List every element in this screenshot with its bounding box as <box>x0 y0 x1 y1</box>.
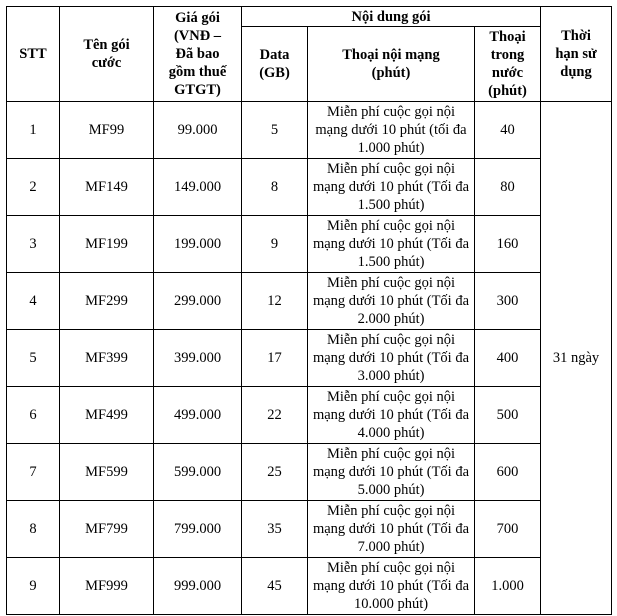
cell-stt: 4 <box>7 273 60 330</box>
cell-data: 22 <box>242 387 308 444</box>
cell-data: 8 <box>242 159 308 216</box>
cell-onnet-voice: Miễn phí cuộc gọi nội mạng dưới 10 phút (Tối đa 1.500 phút) <box>308 216 475 273</box>
table-row <box>7 558 612 615</box>
header-data: Data (GB) <box>242 27 308 102</box>
header-stt: STT <box>7 7 60 102</box>
table-row <box>7 501 612 558</box>
cell-plan-name: MF99 <box>60 102 154 159</box>
cell-data: 35 <box>242 501 308 558</box>
table-row <box>7 387 612 444</box>
header-plan-name: Tên gói cước <box>60 7 154 102</box>
cell-domestic-voice: 500 <box>475 387 541 444</box>
cell-domestic-voice: 160 <box>475 216 541 273</box>
cell-plan-name: MF149 <box>60 159 154 216</box>
cell-domestic-voice: 700 <box>475 501 541 558</box>
cell-plan-name: MF399 <box>60 330 154 387</box>
cell-domestic-voice: 80 <box>475 159 541 216</box>
header-domestic-voice: Thoại trong nước (phút) <box>475 27 541 102</box>
cell-domestic-voice: 600 <box>475 444 541 501</box>
cell-price: 599.000 <box>154 444 242 501</box>
cell-onnet-voice: Miễn phí cuộc gọi nội mạng dưới 10 phút (Tối đa 3.000 phút) <box>308 330 475 387</box>
header-validity: Thời hạn sử dụng <box>541 7 612 102</box>
cell-price: 299.000 <box>154 273 242 330</box>
header-package-content: Nội dung gói <box>242 7 541 27</box>
cell-plan-name: MF599 <box>60 444 154 501</box>
cell-data: 45 <box>242 558 308 615</box>
table-row <box>7 159 612 216</box>
cell-stt: 8 <box>7 501 60 558</box>
cell-price: 149.000 <box>154 159 242 216</box>
cell-plan-name: MF999 <box>60 558 154 615</box>
cell-stt: 2 <box>7 159 60 216</box>
cell-price: 199.000 <box>154 216 242 273</box>
cell-price: 99.000 <box>154 102 242 159</box>
cell-domestic-voice: 400 <box>475 330 541 387</box>
table-row <box>7 330 612 387</box>
table-row <box>7 444 612 501</box>
cell-domestic-voice: 1.000 <box>475 558 541 615</box>
cell-data: 12 <box>242 273 308 330</box>
cell-stt: 3 <box>7 216 60 273</box>
cell-data: 25 <box>242 444 308 501</box>
header-onnet-voice: Thoại nội mạng (phút) <box>308 27 475 102</box>
cell-plan-name: MF799 <box>60 501 154 558</box>
table-header <box>7 7 612 102</box>
cell-stt: 6 <box>7 387 60 444</box>
header-row-1 <box>7 7 612 27</box>
cell-domestic-voice: 40 <box>475 102 541 159</box>
cell-plan-name: MF199 <box>60 216 154 273</box>
cell-domestic-voice: 300 <box>475 273 541 330</box>
cell-price: 999.000 <box>154 558 242 615</box>
cell-onnet-voice: Miễn phí cuộc gọi nội mạng dưới 10 phút (tối đa 1.000 phút) <box>308 102 475 159</box>
plans-table <box>6 6 612 615</box>
cell-onnet-voice: Miễn phí cuộc gọi nội mạng dưới 10 phút (Tối đa 1.500 phút) <box>308 159 475 216</box>
table-row <box>7 273 612 330</box>
cell-plan-name: MF299 <box>60 273 154 330</box>
cell-plan-name: MF499 <box>60 387 154 444</box>
cell-onnet-voice: Miễn phí cuộc gọi nội mạng dưới 10 phút (Tối đa 4.000 phút) <box>308 387 475 444</box>
cell-onnet-voice: Miễn phí cuộc gọi nội mạng dưới 10 phút (Tối đa 10.000 phút) <box>308 558 475 615</box>
cell-price: 499.000 <box>154 387 242 444</box>
cell-stt: 5 <box>7 330 60 387</box>
cell-onnet-voice: Miễn phí cuộc gọi nội mạng dưới 10 phút (Tối đa 2.000 phút) <box>308 273 475 330</box>
cell-stt: 1 <box>7 102 60 159</box>
cell-data: 9 <box>242 216 308 273</box>
table-row <box>7 216 612 273</box>
cell-onnet-voice: Miễn phí cuộc gọi nội mạng dưới 10 phút (Tối đa 5.000 phút) <box>308 444 475 501</box>
cell-onnet-voice: Miễn phí cuộc gọi nội mạng dưới 10 phút (Tối đa 7.000 phút) <box>308 501 475 558</box>
cell-validity: 31 ngày <box>541 102 612 615</box>
table-row <box>7 102 612 159</box>
cell-price: 799.000 <box>154 501 242 558</box>
cell-price: 399.000 <box>154 330 242 387</box>
cell-data: 5 <box>242 102 308 159</box>
cell-data: 17 <box>242 330 308 387</box>
cell-stt: 7 <box>7 444 60 501</box>
table-body <box>7 102 612 615</box>
header-price: Giá gói (VNĐ – Đã bao gồm thuế GTGT) <box>154 7 242 102</box>
cell-stt: 9 <box>7 558 60 615</box>
